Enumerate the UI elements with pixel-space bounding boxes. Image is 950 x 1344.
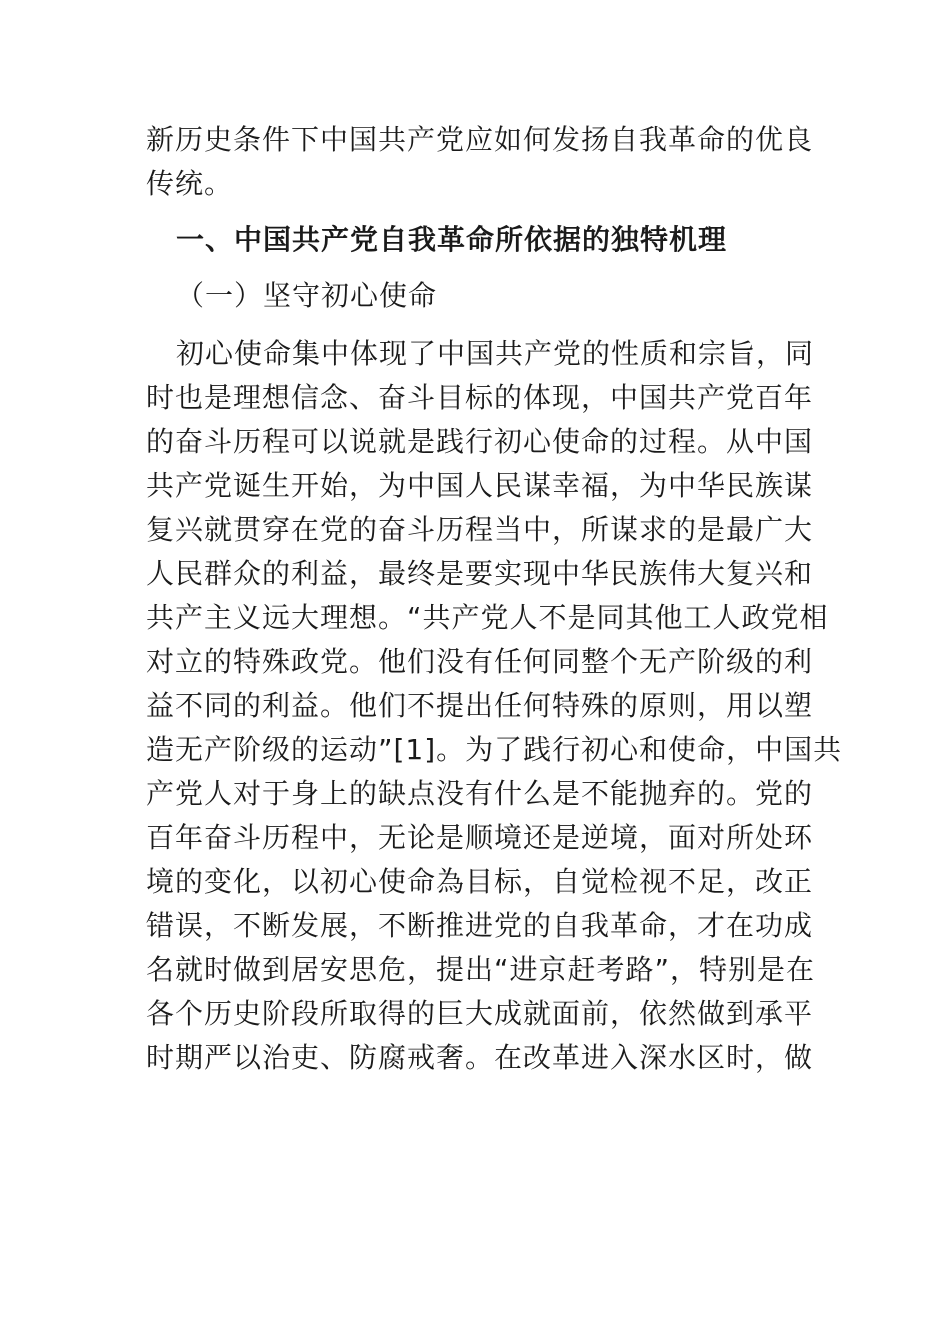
body-line-3: 的奋斗历程可以说就是践行初心使命的过程。从中国 <box>146 425 814 458</box>
body-line-1: 初心使命集中体现了中国共产党的性质和宗旨，同 <box>176 337 815 370</box>
body-line-8: 对立的特殊政党。他们没有任何同整个无产阶级的利 <box>146 645 814 678</box>
body-line-9: 益不同的利益。他们不提出任何特殊的原则，用以塑 <box>146 689 814 722</box>
body-line-13: 境的变化，以初心使命為目标，自觉检视不足，改正 <box>146 865 814 898</box>
section-heading: 一、中国共产党自我革命所依据的独特机理 <box>176 223 728 256</box>
body-line-6: 人民群众的利益，最终是要实现中华民族伟大复兴和 <box>146 557 814 590</box>
body-line-17: 时期严以治吏、防腐戒奢。在改革进入深水区时，做 <box>146 1041 814 1074</box>
body-line-4: 共产党诞生开始，为中国人民谋幸福，为中华民族谋 <box>146 469 814 502</box>
body-line-2: 时也是理想信念、奋斗目标的体现，中国共产党百年 <box>146 381 814 414</box>
body-line-10: 造无产阶级的运动”[1]。为了践行初心和使命，中国共 <box>146 733 843 766</box>
intro-line-2: 传统。 <box>146 167 234 200</box>
body-line-7: 共产主义远大理想。“共产党人不是同其他工人政党相 <box>146 601 829 634</box>
body-line-11: 产党人对于身上的缺点没有什么是不能抛弃的。党的 <box>146 777 814 810</box>
body-line-12: 百年奋斗历程中，无论是顺境还是逆境，面对所处环 <box>146 821 814 854</box>
intro-line-1: 新历史条件下中国共产党应如何发扬自我革命的优良 <box>146 123 814 156</box>
body-line-16: 各个历史阶段所取得的巨大成就面前，依然做到承平 <box>146 997 814 1030</box>
body-line-15: 名就时做到居安思危，提出“进京赶考路”，特别是在 <box>146 953 816 986</box>
body-line-5: 复兴就贯穿在党的奋斗历程当中，所谋求的是最广大 <box>146 513 814 546</box>
subsection-heading: （一）坚守初心使命 <box>176 279 438 312</box>
body-line-14: 错误，不断发展，不断推进党的自我革命，才在功成 <box>146 909 814 942</box>
